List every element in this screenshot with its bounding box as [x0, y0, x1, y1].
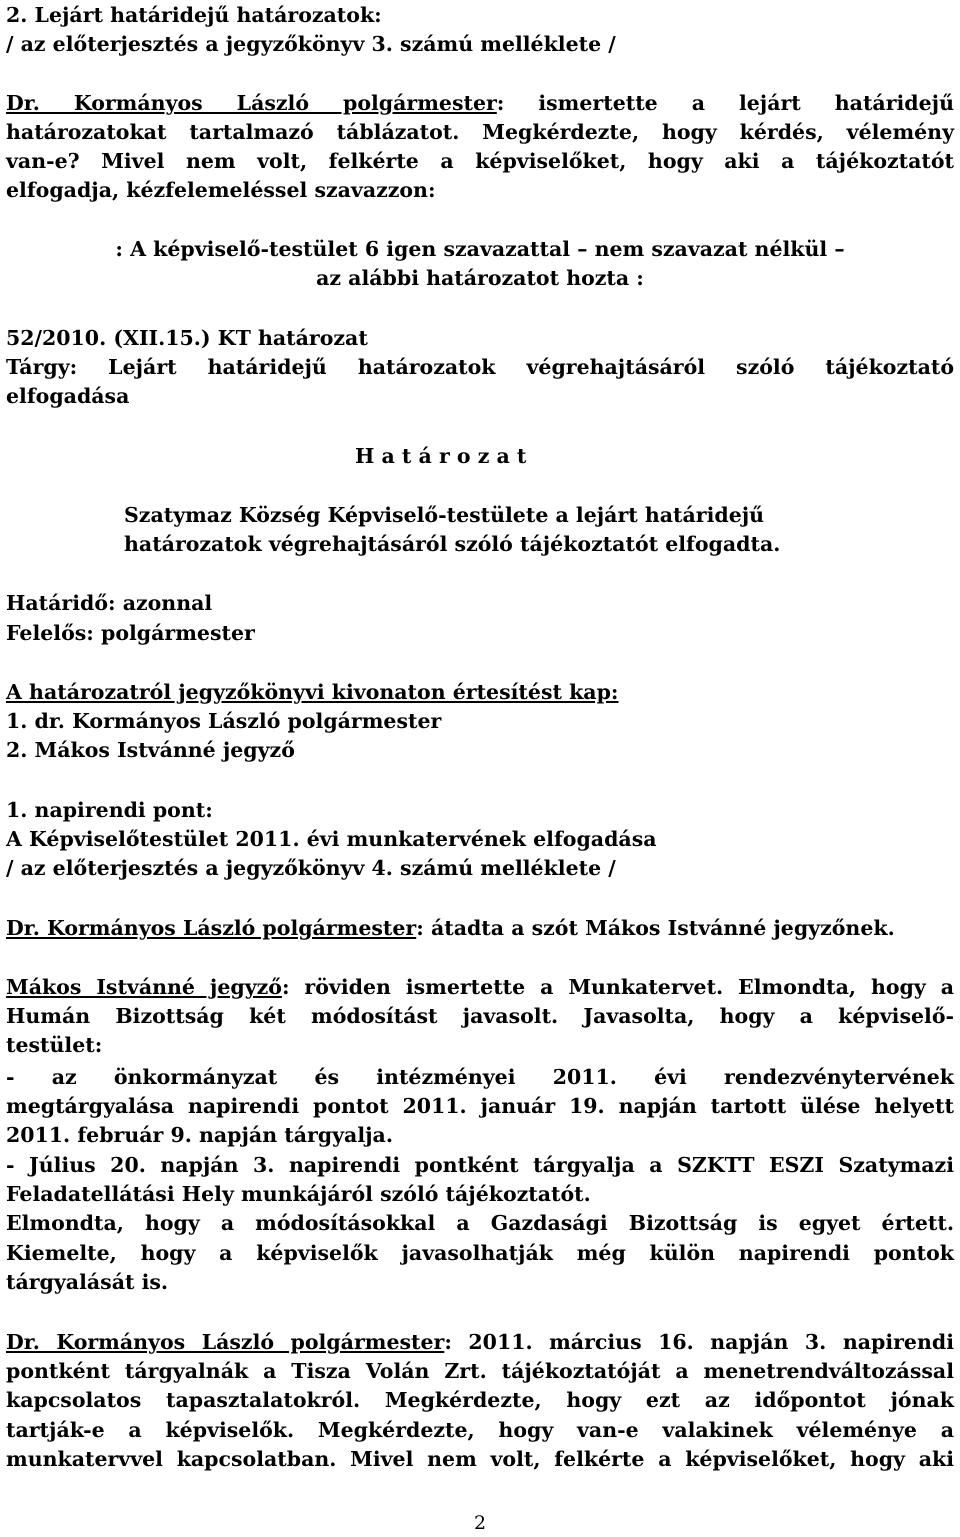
page-number: 2 [473, 1512, 487, 1534]
paragraph-line: kapcsolatos tapasztalatokról. Megkérdezte, hogy ezt az időpontot jónak [6, 1388, 954, 1412]
paragraph-line: pontként tárgyalnák a Tisza Volán Zrt. tájékoztatóját a menetrendváltozással [6, 1359, 954, 1383]
resolution-title: H a t á r o z a t [355, 444, 527, 468]
paragraph-line: Kiemelte, hogy a képviselők javasolhatják még külön napirendi pontok [6, 1241, 954, 1265]
paragraph-line: tárgyalását is. [6, 1270, 169, 1294]
vote-result: : A képviselő-testület 6 igen szavazattal – nem szavazat nélkül – [115, 237, 845, 261]
speaker-name: Dr. Kormányos László polgármester [6, 916, 417, 940]
paragraph-line: Humán Bizottság két módosítást javasolt. Javasolta, hogy a képviselő- [6, 1004, 954, 1028]
notify-heading: A határozatról jegyzőkönyvi kivonaton értesítést kap: [6, 680, 619, 704]
paragraph-line: Dr. Kormányos László polgármester: ismertette a lejárt határidejű [6, 91, 954, 115]
paragraph-line: Mákos Istvánné jegyző: röviden ismertette a Munkatervet. Elmondta, hogy a [6, 975, 954, 999]
speaker-name: Dr. Kormányos László polgármester [6, 91, 497, 115]
paragraph-line: határozatokat tartalmazó táblázatot. Megkérdezte, hogy kérdés, vélemény [6, 120, 954, 144]
notify-item: 2. Mákos Istvánné jegyző [6, 738, 295, 762]
agenda-heading: 1. napirendi pont: [6, 798, 213, 822]
resolution-subject: elfogadása [6, 384, 130, 408]
vote-result: az alábbi határozatot hozta : [316, 266, 644, 290]
paragraph-line: Feladatellátási Hely munkájáról szóló tájékoztatót. [6, 1182, 591, 1206]
paragraph-line: - az önkormányzat és intézményei 2011. évi rendezvénytervének [6, 1065, 954, 1089]
deadline: Határidő: azonnal [6, 591, 213, 615]
paragraph-line: Dr. Kormányos László polgármester: átadta a szót Mákos Istvánné jegyzőnek. [6, 916, 895, 940]
responsible: Felelős: polgármester [6, 621, 255, 645]
paragraph-line: - Július 20. napján 3. napirendi pontként tárgyalja a SZKTT ESZI Szatymazi [6, 1153, 954, 1177]
notify-item: 1. dr. Kormányos László polgármester [6, 709, 442, 733]
paragraph-line: Elmondta, hogy a módosításokkal a Gazdasági Bizottság is egyet értett. [6, 1211, 954, 1235]
paragraph-line: testület: [6, 1033, 103, 1057]
paragraph-line: megtárgyalása napirendi pontot 2011. január 19. napján tartott ülése helyett [6, 1094, 954, 1118]
attachment-note: / az előterjesztés a jegyzőkönyv 3. számú melléklete / [6, 32, 616, 56]
agenda-title: A Képviselőtestület 2011. évi munkatervének elfogadása [6, 827, 657, 851]
paragraph-line: 2011. február 9. napján tárgyalja. [6, 1123, 393, 1147]
speaker-name: Mákos Istvánné jegyző [6, 975, 282, 999]
decision-text: határozatok végrehajtásáról szóló tájékoztatót elfogadta. [124, 532, 781, 556]
paragraph-line: elfogadja, kézfelemeléssel szavazzon: [6, 178, 436, 202]
paragraph-line: munkatervvel kapcsolatban. Mivel nem volt, felkérte a képviselőket, hogy aki [6, 1447, 954, 1471]
speaker-name: Dr. Kormányos László polgármester [6, 1330, 445, 1354]
section-heading: 2. Lejárt határidejű határozatok: [6, 3, 382, 27]
paragraph-line: van-e? Mivel nem volt, felkérte a képviselőket, hogy aki a tájékoztatót [6, 149, 954, 173]
attachment-note: / az előterjesztés a jegyzőkönyv 4. számú melléklete / [6, 856, 616, 880]
decision-text: Szatymaz Község Képviselő-testülete a lejárt határidejű [124, 503, 765, 527]
paragraph-line: tartják-e a képviselők. Megkérdezte, hogy van-e valakinek véleménye a [6, 1418, 954, 1442]
resolution-subject: Tárgy: Lejárt határidejű határozatok végrehajtásáról szóló tájékoztató [6, 355, 954, 379]
paragraph-line: Dr. Kormányos László polgármester: 2011. március 16. napján 3. napirendi [6, 1330, 954, 1354]
resolution-number: 52/2010. (XII.15.) KT határozat [6, 326, 368, 350]
